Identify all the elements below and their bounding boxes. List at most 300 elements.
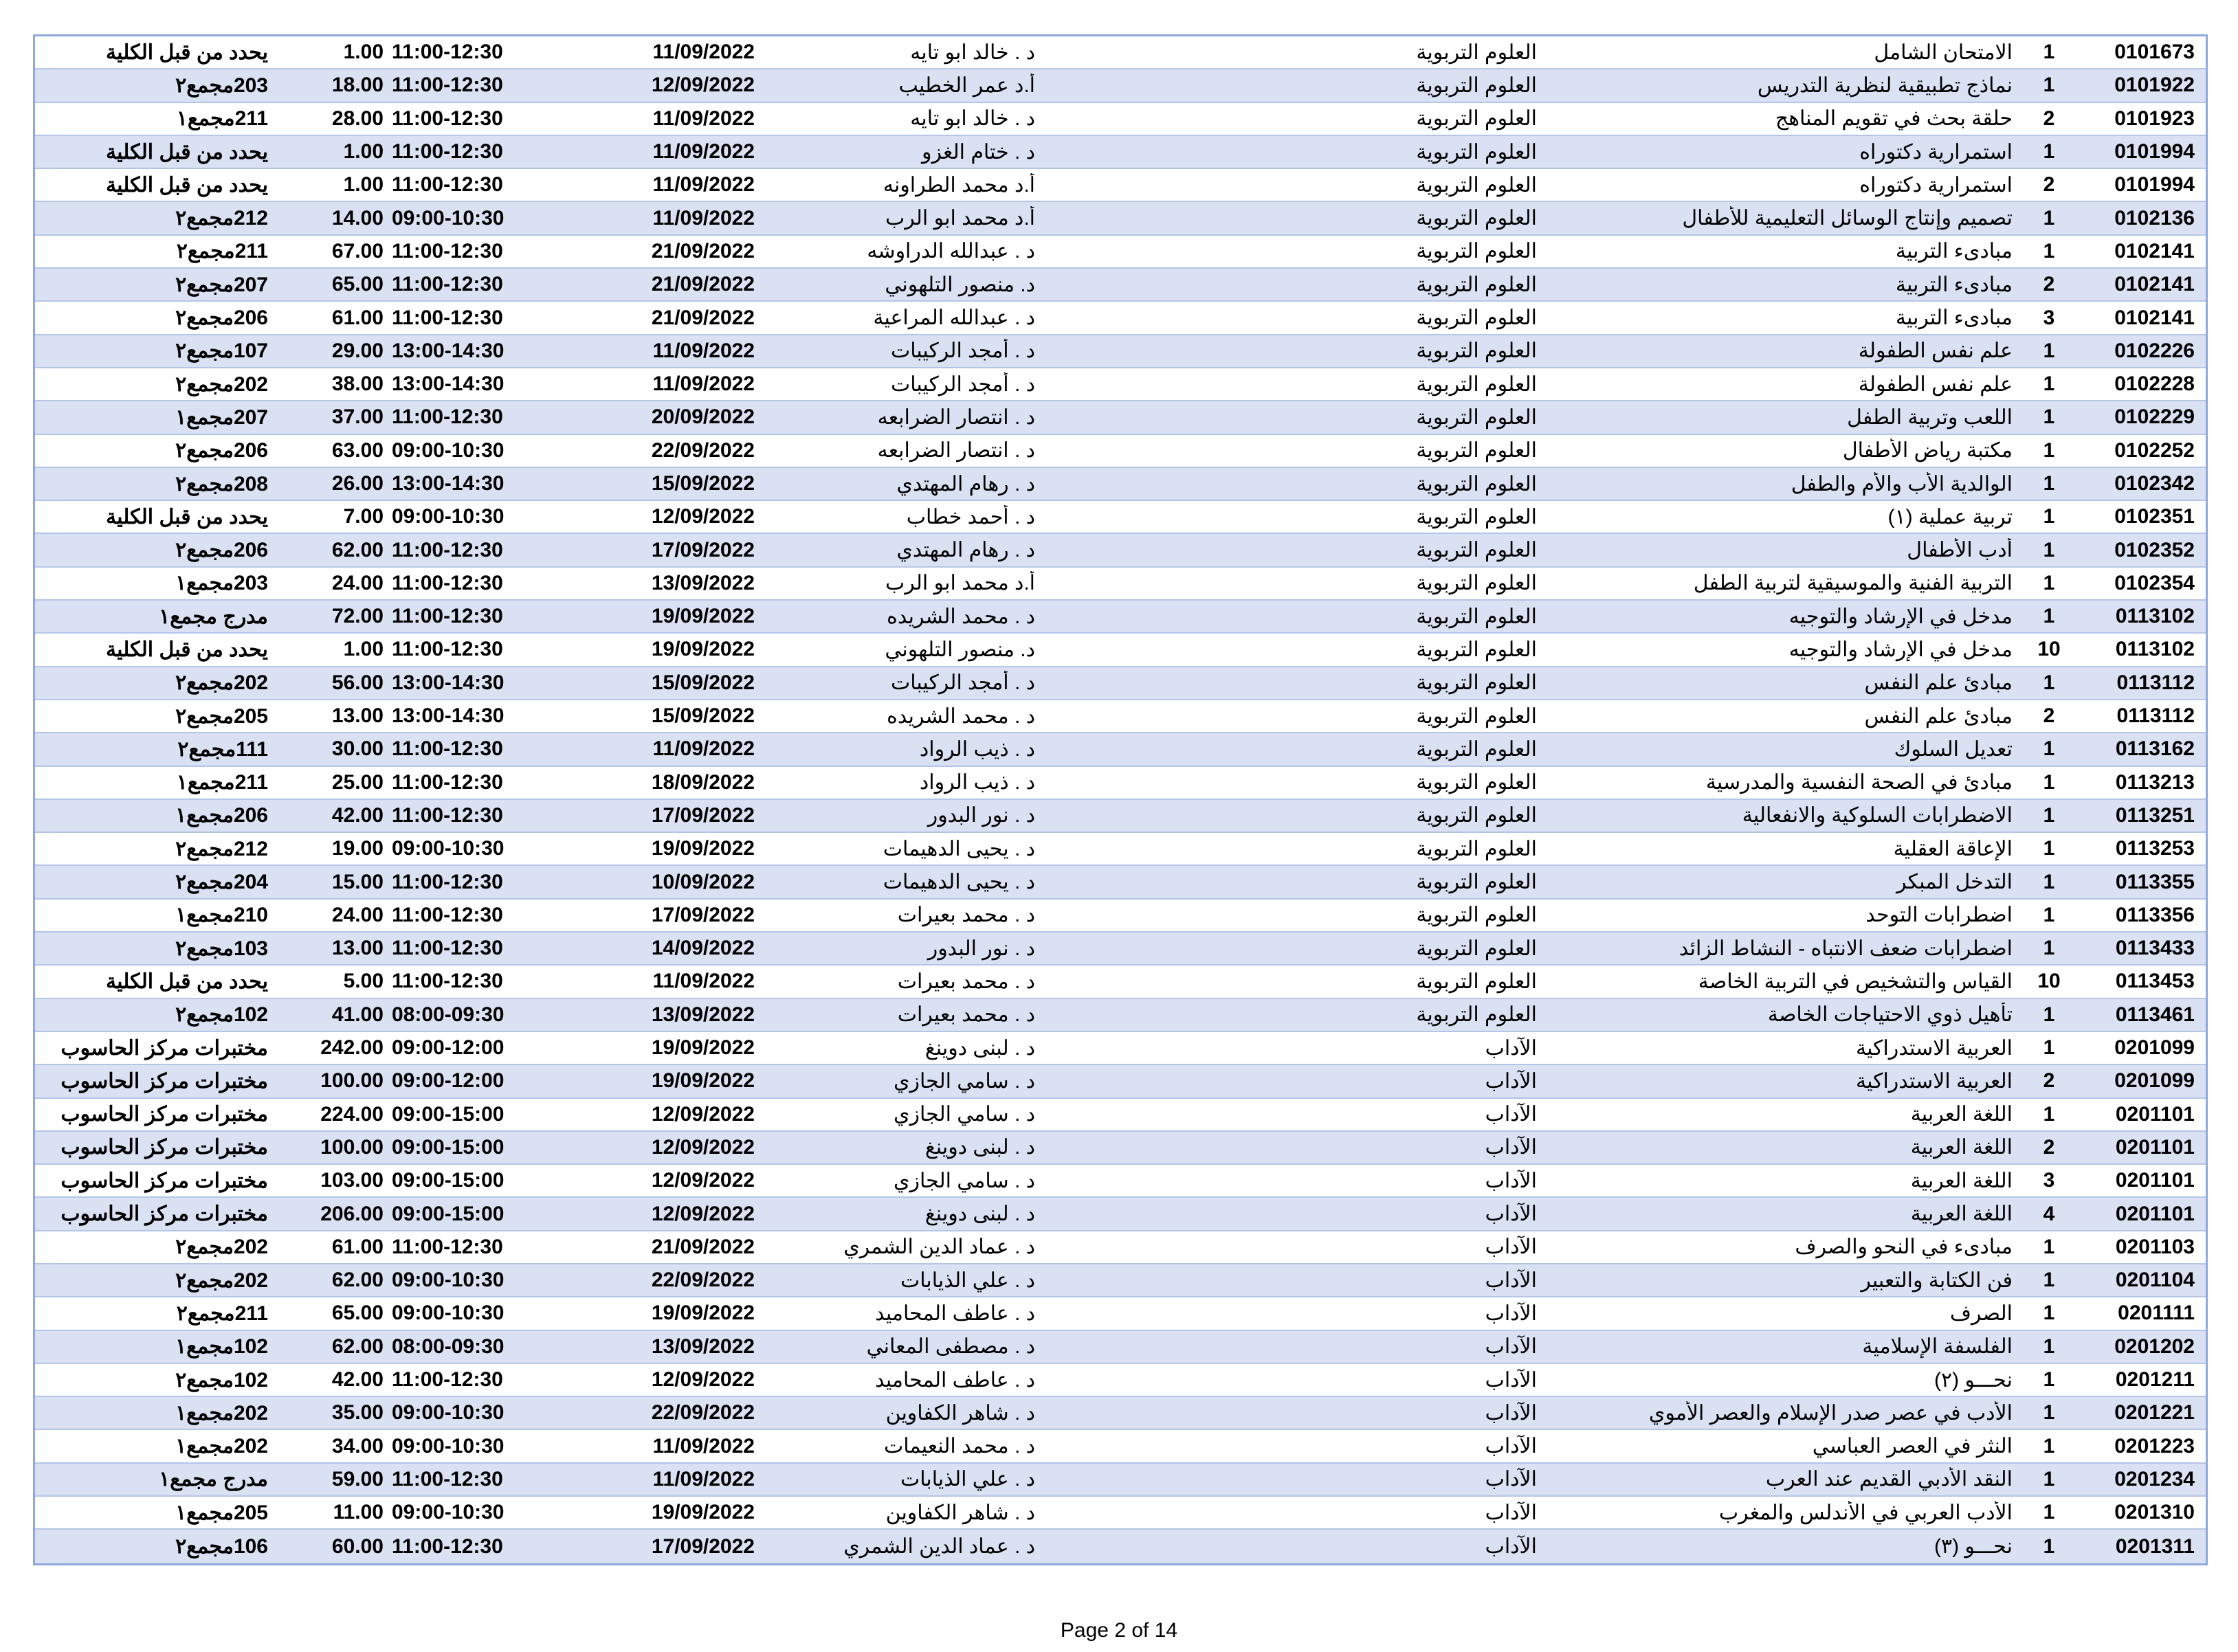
exam-location-cell: 212مجمع٢ (175, 837, 268, 860)
course-name-cell: استمرارية دكتوراه (1859, 173, 2013, 197)
faculty-cell: الآداب (1485, 1036, 1537, 1060)
student-count-cell: 56.00 (331, 671, 384, 694)
exam-location-cell: 204مجمع٢ (175, 871, 268, 894)
student-count-cell: 60.00 (331, 1534, 384, 1558)
section-cell: 10 (2037, 638, 2061, 661)
student-count-cell: 42.00 (331, 1368, 384, 1392)
faculty-cell: العلوم التربوية (1416, 240, 1537, 263)
exam-location-cell: مختبرات مركز الحاسوب (60, 1103, 268, 1126)
faculty-cell: العلوم التربوية (1416, 539, 1537, 562)
exam-location-cell: 202مجمع٢ (175, 671, 268, 695)
instructor-cell: د . لبنى دوينغ (924, 1036, 1035, 1060)
exam-location-cell: 102مجمع١ (175, 1335, 268, 1359)
table-row (35, 1331, 2206, 1364)
section-cell: 1 (2043, 1235, 2055, 1258)
course-code-cell: 0102136 (2114, 206, 2195, 230)
student-count-cell: 100.00 (320, 1069, 384, 1093)
exam-time-cell: 11:00-12:30 (392, 1467, 503, 1491)
student-count-cell: 19.00 (331, 837, 384, 860)
course-code-cell: 0101673 (2114, 41, 2195, 64)
faculty-cell: العلوم التربوية (1416, 41, 1537, 64)
student-count-cell: 103.00 (320, 1169, 384, 1192)
course-name-cell: الإعاقة العقلية (1893, 837, 2013, 860)
course-code-cell: 0201101 (2115, 1169, 2195, 1192)
exam-time-cell: 09:00-10:30 (392, 438, 505, 462)
course-name-cell: نحـــو (٢) (1934, 1368, 2013, 1392)
table-row (35, 1165, 2206, 1198)
student-count-cell: 7.00 (343, 505, 384, 528)
table-row (35, 202, 2206, 235)
instructor-cell: د . يحيى الدهيمات (883, 837, 1035, 860)
exam-time-cell: 11:00-12:30 (392, 1368, 503, 1392)
table-row (35, 601, 2206, 634)
exam-time-cell: 09:00-15:00 (392, 1135, 505, 1159)
table-row (35, 999, 2206, 1032)
course-code-cell: 0113356 (2115, 903, 2195, 926)
faculty-cell: الآداب (1485, 1535, 1537, 1558)
student-count-cell: 25.00 (331, 770, 384, 794)
exam-time-cell: 11:00-12:30 (392, 273, 503, 296)
course-name-cell: العربية الاستدراكية (1856, 1036, 2013, 1060)
instructor-cell: د . انتصار الضرابعه (877, 439, 1035, 462)
course-name-cell: تعديل السلوك (1894, 737, 2013, 761)
section-cell: 1 (2043, 870, 2055, 893)
faculty-cell: العلوم التربوية (1416, 472, 1537, 495)
exam-location-cell: يحدد من قبل الكلية (106, 41, 268, 64)
student-count-cell: 1.00 (343, 638, 384, 661)
course-name-cell: الفلسفة الإسلامية (1862, 1335, 2013, 1359)
course-name-cell: اللغة العربية (1910, 1103, 2013, 1126)
student-count-cell: 11.00 (333, 1501, 384, 1524)
exam-time-cell: 11:00-12:30 (392, 937, 503, 960)
section-cell: 1 (2043, 1501, 2055, 1524)
exam-date-cell: 13/09/2022 (651, 1335, 755, 1358)
faculty-cell: العلوم التربوية (1416, 671, 1537, 695)
course-code-cell: 0102354 (2114, 571, 2195, 594)
student-count-cell: 14.00 (331, 206, 384, 230)
exam-time-cell: 13:00-14:30 (392, 671, 505, 694)
course-code-cell: 0101994 (2114, 173, 2195, 197)
course-code-cell: 0201221 (2114, 1401, 2195, 1425)
instructor-cell: أ.د محمد ابو الرب (885, 572, 1035, 595)
section-cell: 1 (2043, 770, 2055, 794)
exam-location-cell: 211مجمع٢ (176, 1302, 268, 1325)
instructor-cell: د . عاطف المحاميد (875, 1302, 1035, 1325)
faculty-cell: العلوم التربوية (1416, 107, 1537, 131)
section-cell: 2 (2043, 273, 2055, 296)
table-row (35, 501, 2206, 534)
exam-location-cell: يحدد من قبل الكلية (106, 638, 268, 661)
exam-time-cell: 13:00-14:30 (392, 472, 505, 495)
exam-time-cell: 09:00-10:30 (392, 1269, 505, 1292)
exam-location-cell: مختبرات مركز الحاسوب (60, 1036, 268, 1060)
exam-date-cell: 22/09/2022 (651, 438, 755, 462)
instructor-cell: د . شاهر الكفاوين (885, 1401, 1035, 1425)
faculty-cell: الآداب (1485, 1203, 1537, 1226)
table-row (35, 866, 2206, 899)
section-cell: 1 (2043, 438, 2055, 462)
faculty-cell: العلوم التربوية (1416, 173, 1537, 197)
course-code-cell: 0113102 (2115, 605, 2195, 628)
student-count-cell: 13.00 (331, 937, 384, 960)
exam-date-cell: 22/09/2022 (651, 1269, 755, 1292)
faculty-cell: الآداب (1485, 1069, 1537, 1093)
instructor-cell: د . ذيب الرواد (919, 771, 1035, 794)
student-count-cell: 63.00 (331, 438, 384, 462)
student-count-cell: 65.00 (331, 1302, 384, 1325)
student-count-cell: 62.00 (331, 1269, 384, 1292)
instructor-cell: د . علي الذيابات (900, 1468, 1035, 1491)
course-code-cell: 0102252 (2114, 438, 2195, 462)
exam-time-cell: 08:00-09:30 (392, 1335, 505, 1358)
course-code-cell: 0201234 (2114, 1467, 2195, 1491)
exam-date-cell: 14/09/2022 (651, 937, 755, 960)
exam-date-cell: 11/09/2022 (652, 173, 755, 197)
exam-date-cell: 11/09/2022 (652, 737, 755, 761)
exam-location-cell: مختبرات مركز الحاسوب (60, 1136, 268, 1159)
section-cell: 1 (2043, 605, 2055, 628)
course-code-cell: 0113433 (2115, 937, 2195, 960)
faculty-cell: العلوم التربوية (1416, 871, 1537, 894)
student-count-cell: 206.00 (320, 1202, 384, 1225)
table-row (35, 733, 2206, 766)
faculty-cell: العلوم التربوية (1416, 372, 1537, 396)
table-row (35, 965, 2206, 998)
exam-date-cell: 13/09/2022 (651, 571, 755, 594)
table-row (35, 1464, 2206, 1497)
table-row (35, 933, 2206, 965)
course-name-cell: أدب الأطفال (1907, 539, 2013, 562)
exam-time-cell: 11:00-12:30 (392, 74, 503, 97)
course-code-cell: 0113112 (2116, 671, 2195, 694)
section-cell: 1 (2043, 571, 2055, 594)
section-cell: 1 (2043, 1036, 2055, 1060)
exam-time-cell: 09:00-10:30 (392, 206, 505, 230)
instructor-cell: د . رهام المهتدي (896, 539, 1035, 562)
exam-location-cell: 211مجمع١ (176, 107, 268, 131)
course-code-cell: 0201101 (2115, 1102, 2195, 1126)
course-name-cell: تربية عملية (١) (1887, 505, 2013, 528)
course-name-cell: اضطرابات التوحد (1865, 904, 2013, 927)
course-code-cell: 0201099 (2114, 1069, 2195, 1093)
exam-time-cell: 13:00-14:30 (392, 339, 505, 362)
exam-date-cell: 11/09/2022 (652, 41, 755, 64)
instructor-cell: د . مصطفى المعاني (866, 1335, 1035, 1359)
exam-location-cell: 208مجمع٢ (175, 472, 268, 495)
table-row (35, 368, 2206, 401)
instructor-cell: د . محمد الشريده (887, 704, 1035, 728)
course-code-cell: 0201101 (2115, 1135, 2195, 1159)
course-code-cell: 0102141 (2114, 239, 2195, 263)
exam-time-cell: 13:00-14:30 (392, 704, 505, 728)
course-name-cell: مدخل في الإرشاد والتوجيه (1788, 638, 2013, 661)
page-footer: Page 2 of 14 (1060, 1619, 1178, 1642)
faculty-cell: الآداب (1485, 1468, 1537, 1491)
instructor-cell: د . انتصار الضرابعه (877, 405, 1035, 429)
table-row (35, 169, 2206, 202)
instructor-cell: د . أمجد الركيبات (890, 372, 1035, 396)
exam-date-cell: 12/09/2022 (651, 74, 755, 97)
exam-time-cell: 11:00-12:30 (392, 306, 503, 329)
student-count-cell: 59.00 (331, 1467, 384, 1491)
table-row (35, 1065, 2206, 1098)
table-row (35, 767, 2206, 800)
faculty-cell: العلوم التربوية (1416, 970, 1537, 993)
course-name-cell: مبادئ علم النفس (1864, 704, 2013, 728)
exam-date-cell: 13/09/2022 (651, 1003, 755, 1026)
exam-time-cell: 09:00-15:00 (392, 1169, 505, 1192)
instructor-cell: د . أحمد خطاب (906, 505, 1035, 528)
faculty-cell: العلوم التربوية (1416, 74, 1537, 97)
table-row (35, 1198, 2206, 1231)
student-count-cell: 15.00 (331, 870, 384, 893)
course-name-cell: استمرارية دكتوراه (1859, 140, 2013, 164)
section-cell: 1 (2043, 1434, 2055, 1458)
course-code-cell: 0201099 (2114, 1036, 2195, 1060)
table-row (35, 833, 2206, 866)
table-row (35, 468, 2206, 501)
course-code-cell: 0113112 (2116, 704, 2195, 728)
student-count-cell: 1.00 (343, 140, 384, 164)
exam-time-cell: 09:00-10:30 (392, 1401, 505, 1425)
faculty-cell: العلوم التربوية (1416, 405, 1537, 429)
exam-location-cell: 106مجمع٢ (175, 1535, 268, 1558)
exam-time-cell: 11:00-12:30 (392, 638, 503, 661)
exam-date-cell: 17/09/2022 (651, 538, 755, 561)
course-code-cell: 0113102 (2115, 638, 2195, 661)
course-code-cell: 0102226 (2114, 339, 2195, 362)
exam-date-cell: 11/09/2022 (652, 107, 755, 130)
course-name-cell: الصرف (1949, 1302, 2013, 1325)
instructor-cell: د . سامي الجازي (893, 1069, 1035, 1093)
course-name-cell: مبادىء في النحو والصرف (1795, 1236, 2013, 1259)
section-cell: 1 (2043, 538, 2055, 561)
faculty-cell: العلوم التربوية (1416, 605, 1537, 628)
instructor-cell: د . أمجد الركيبات (890, 339, 1035, 363)
exam-date-cell: 11/09/2022 (652, 970, 755, 993)
section-cell: 1 (2043, 140, 2055, 164)
student-count-cell: 13.00 (331, 704, 384, 728)
course-name-cell: مدخل في الإرشاد والتوجيه (1788, 605, 2013, 628)
section-cell: 1 (2043, 505, 2055, 528)
exam-date-cell: 19/09/2022 (651, 1036, 755, 1060)
exam-location-cell: 202مجمع٢ (175, 1269, 268, 1292)
section-cell: 1 (2043, 737, 2055, 761)
instructor-cell: أ.د محمد الطراونه (883, 173, 1035, 197)
table-row (35, 335, 2206, 368)
table-row (35, 236, 2206, 269)
exam-location-cell: مدرج مجمع١ (159, 1468, 268, 1491)
table-row (35, 534, 2206, 567)
table-row (35, 1530, 2206, 1563)
exam-location-cell: 202مجمع٢ (175, 1236, 268, 1259)
exam-time-cell: 09:00-10:30 (392, 1501, 505, 1524)
exam-location-cell: 103مجمع٢ (175, 937, 268, 960)
table-row (35, 700, 2206, 733)
exam-time-cell: 11:00-12:30 (392, 770, 503, 794)
instructor-cell: د . لبنى دوينغ (924, 1136, 1035, 1159)
exam-location-cell: 212مجمع٢ (175, 207, 268, 230)
exam-date-cell: 11/09/2022 (652, 339, 755, 362)
exam-time-cell: 11:00-12:30 (392, 538, 503, 561)
course-code-cell: 0113251 (2115, 803, 2195, 827)
exam-date-cell: 21/09/2022 (651, 239, 755, 263)
section-cell: 3 (2043, 1169, 2055, 1192)
student-count-cell: 224.00 (320, 1102, 384, 1126)
exam-location-cell: 206مجمع٢ (175, 539, 268, 562)
exam-time-cell: 09:00-10:30 (392, 505, 505, 528)
faculty-cell: الآداب (1485, 1169, 1537, 1192)
course-name-cell: الامتحان الشامل (1874, 41, 2013, 64)
exam-time-cell: 11:00-12:30 (392, 870, 503, 893)
exam-location-cell: 206مجمع٢ (175, 306, 268, 330)
exam-date-cell: 10/09/2022 (651, 870, 755, 893)
student-count-cell: 62.00 (331, 1335, 384, 1358)
table-row (35, 1397, 2206, 1430)
section-cell: 1 (2043, 206, 2055, 230)
exam-location-cell: 203مجمع١ (175, 572, 268, 595)
course-name-cell: النثر في العصر العباسي (1812, 1435, 2013, 1458)
exam-time-cell: 11:00-12:30 (392, 571, 503, 594)
section-cell: 1 (2043, 339, 2055, 362)
student-count-cell: 34.00 (331, 1434, 384, 1458)
exam-time-cell: 11:00-12:30 (392, 1235, 503, 1258)
student-count-cell: 5.00 (343, 970, 384, 993)
instructor-cell: د . عماد الدين الشمري (843, 1535, 1035, 1558)
exam-location-cell: 206مجمع١ (175, 804, 268, 827)
student-count-cell: 41.00 (331, 1003, 384, 1026)
course-code-cell: 0102342 (2114, 472, 2195, 495)
table-row (35, 800, 2206, 833)
section-cell: 2 (2043, 1069, 2055, 1093)
exam-date-cell: 19/09/2022 (651, 1069, 755, 1093)
exam-time-cell: 09:00-10:30 (392, 1434, 505, 1458)
exam-location-cell: 210مجمع١ (175, 904, 268, 927)
course-name-cell: اللغة العربية (1910, 1136, 2013, 1159)
exam-location-cell: 211مجمع٢ (176, 240, 268, 263)
exam-location-cell: يحدد من قبل الكلية (106, 173, 268, 197)
course-code-cell: 0113453 (2115, 970, 2195, 993)
instructor-cell: د . محمد بعيرات (897, 970, 1035, 993)
course-code-cell: 0201211 (2115, 1368, 2195, 1392)
exam-date-cell: 15/09/2022 (651, 671, 755, 694)
instructor-cell: د . محمد الشريده (887, 605, 1035, 628)
exam-date-cell: 19/09/2022 (651, 605, 755, 628)
student-count-cell: 61.00 (331, 306, 384, 329)
student-count-cell: 65.00 (331, 273, 384, 296)
exam-location-cell: يحدد من قبل الكلية (106, 140, 268, 164)
faculty-cell: الآداب (1485, 1236, 1537, 1259)
course-name-cell: العربية الاستدراكية (1856, 1069, 2013, 1093)
faculty-cell: العلوم التربوية (1416, 505, 1537, 528)
student-count-cell: 38.00 (331, 372, 384, 396)
course-code-cell: 0113162 (2115, 737, 2195, 761)
faculty-cell: الآداب (1485, 1269, 1537, 1292)
section-cell: 1 (2043, 803, 2055, 827)
section-cell: 1 (2043, 239, 2055, 263)
student-count-cell: 1.00 (343, 41, 384, 64)
student-count-cell: 242.00 (320, 1036, 384, 1060)
exam-date-cell: 11/09/2022 (652, 140, 755, 164)
course-code-cell: 0201202 (2114, 1335, 2195, 1358)
faculty-cell: العلوم التربوية (1416, 140, 1537, 164)
exam-location-cell: مدرج مجمع١ (159, 605, 268, 628)
exam-location-cell: مختبرات مركز الحاسوب (60, 1203, 268, 1226)
instructor-cell: د . خالد ابو تايه (910, 107, 1035, 131)
exam-time-cell: 11:00-12:30 (392, 1534, 503, 1558)
exam-time-cell: 11:00-12:30 (392, 903, 503, 926)
section-cell: 4 (2043, 1202, 2055, 1225)
course-name-cell: اللغة العربية (1910, 1169, 2013, 1192)
course-code-cell: 0201310 (2114, 1501, 2195, 1524)
exam-time-cell: 09:00-10:30 (392, 837, 505, 860)
faculty-cell: العلوم التربوية (1416, 306, 1537, 330)
course-code-cell: 0201111 (2118, 1302, 2195, 1325)
course-code-cell: 0201104 (2115, 1269, 2195, 1292)
course-code-cell: 0101994 (2114, 140, 2195, 164)
instructor-cell: د . أمجد الركيبات (890, 671, 1035, 695)
section-cell: 1 (2043, 837, 2055, 860)
exam-date-cell: 19/09/2022 (651, 1302, 755, 1325)
exam-time-cell: 11:00-12:30 (392, 737, 503, 761)
faculty-cell: الآداب (1485, 1435, 1537, 1458)
exam-time-cell: 11:00-12:30 (392, 239, 503, 263)
student-count-cell: 35.00 (331, 1401, 384, 1425)
exam-location-cell: 202مجمع٢ (175, 372, 268, 396)
table-row (35, 1132, 2206, 1165)
exam-location-cell: 206مجمع٢ (175, 439, 268, 462)
faculty-cell: العلوم التربوية (1416, 638, 1537, 661)
table-row (35, 1264, 2206, 1297)
section-cell: 1 (2043, 1401, 2055, 1425)
exam-time-cell: 11:00-12:30 (392, 107, 503, 130)
exam-location-cell: 202مجمع١ (175, 1401, 268, 1425)
exam-time-cell: 13:00-14:30 (392, 372, 505, 396)
course-name-cell: التربية الفنية والموسيقية لتربية الطفل (1693, 572, 2013, 595)
section-cell: 2 (2043, 704, 2055, 728)
exam-date-cell: 19/09/2022 (651, 1501, 755, 1524)
exam-location-cell: 202مجمع١ (175, 1435, 268, 1458)
exam-time-cell: 09:00-15:00 (392, 1102, 505, 1126)
exam-schedule-table (33, 34, 2208, 1565)
faculty-cell: العلوم التربوية (1416, 837, 1537, 860)
student-count-cell: 62.00 (331, 538, 384, 561)
course-name-cell: اللعب وتربية الطفل (1847, 405, 2013, 429)
instructor-cell: د . ذيب الرواد (919, 737, 1035, 761)
exam-date-cell: 21/09/2022 (651, 273, 755, 296)
instructor-cell: د . عماد الدين الشمري (843, 1236, 1035, 1259)
course-code-cell: 0102141 (2114, 306, 2195, 329)
exam-time-cell: 09:00-15:00 (392, 1202, 505, 1225)
exam-time-cell: 09:00-12:00 (392, 1069, 505, 1093)
exam-date-cell: 17/09/2022 (651, 903, 755, 926)
instructor-cell: د . محمد النعيمات (883, 1435, 1035, 1458)
course-name-cell: الاضطرابات السلوكية والانفعالية (1742, 804, 2013, 827)
table-row (35, 1497, 2206, 1530)
exam-date-cell: 12/09/2022 (651, 1169, 755, 1192)
student-count-cell: 24.00 (331, 571, 384, 594)
exam-date-cell: 22/09/2022 (651, 1401, 755, 1425)
instructor-cell: د. منصور التلهوني (885, 273, 1035, 296)
course-name-cell: حلقة بحث في تقويم المناهج (1775, 107, 2013, 131)
faculty-cell: الآداب (1485, 1103, 1537, 1126)
section-cell: 1 (2043, 472, 2055, 495)
table-row (35, 1430, 2206, 1463)
course-code-cell: 0102141 (2114, 273, 2195, 296)
section-cell: 1 (2043, 903, 2055, 926)
instructor-cell: د . عبدالله المراعية (873, 306, 1035, 330)
exam-location-cell: 207مجمع٢ (175, 273, 268, 296)
